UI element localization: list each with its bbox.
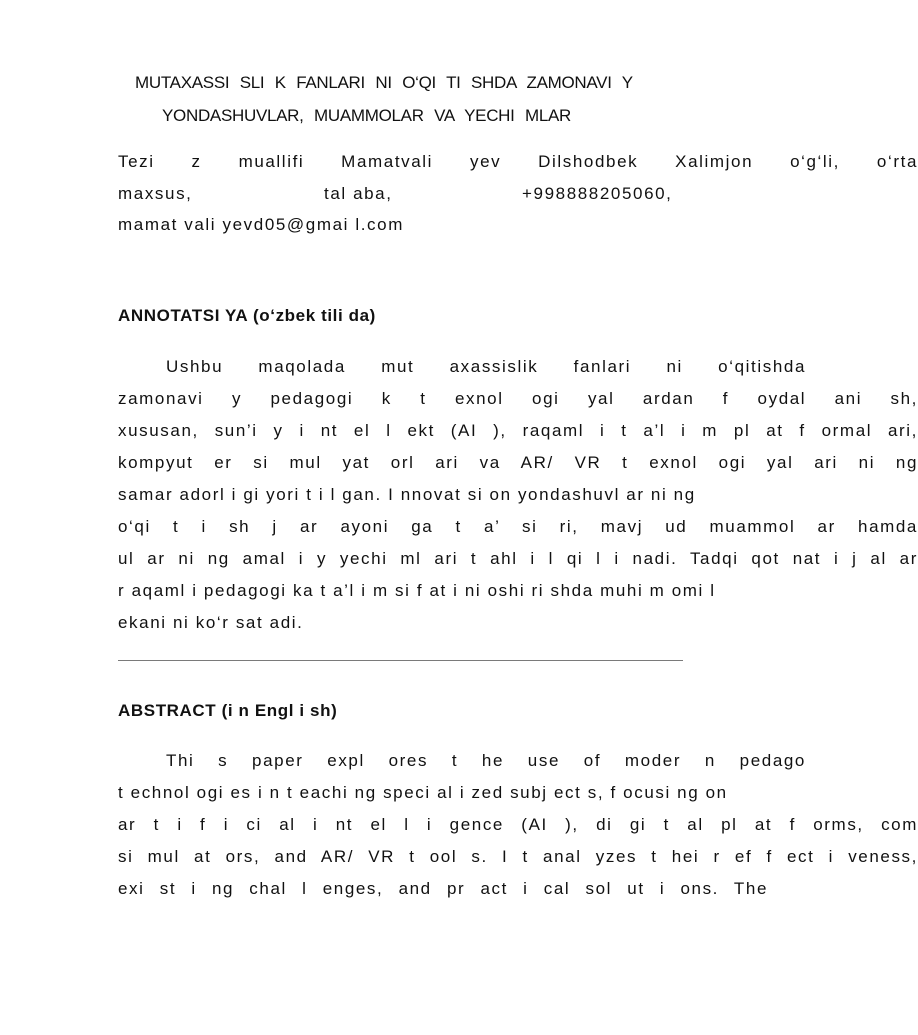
author-info-line-1: Tezi z muallifi Mamatvali yev Dilshodbek Xalimjon o‘g‘li, o‘rta (118, 152, 918, 171)
annotation-line: Ushbu maqolada mut axassislik fanlari ni o‘qitishda (166, 357, 806, 376)
annotation-line: samar adorl i gi yori t i l gan. I nnovat si on yondashuvl ar ni ng (118, 485, 696, 504)
paper-title-line-2: YONDASHUVLAR, MUAMMOLAR VA YECHI MLAR (162, 106, 572, 125)
paper-title-line-1: MUTAXASSI SLI K FANLARI NI O‘QI TI SHDA ZAMONAVI Y (135, 73, 633, 92)
annotation-heading: ANNOTATSI YA (o‘zbek tili da) (118, 306, 376, 325)
section-divider (118, 660, 683, 661)
annotation-line: ekani ni ko‘r sat adi. (118, 613, 304, 632)
annotation-line: kompyut er si mul yat orl ari va AR/ VR t exnol ogi yal ari ni ng (118, 453, 918, 472)
annotation-line: r aqaml i pedagogi ka t a’l i m si f at i ni oshi ri shda muhi m omi l (118, 581, 716, 600)
author-email: mamat vali yevd05@gmai l.com (118, 215, 404, 234)
author-status: maxsus, (118, 184, 193, 203)
annotation-line: ul ar ni ng amal i y yechi ml ari t ahl i l qi l i nadi. Tadqi qot nat i j al ar (118, 549, 918, 568)
abstract-line: Thi s paper expl ores t he use of moder n pedago (166, 751, 806, 770)
abstract-line: si mul at ors, and AR/ VR t ool s. I t anal yzes t hei r ef f ect i veness, (118, 847, 918, 866)
annotation-line: zamonavi y pedagogi k t exnol ogi yal ardan f oydal ani sh, (118, 389, 918, 408)
abstract-heading: ABSTRACT (i n Engl i sh) (118, 701, 338, 720)
abstract-line: ar t i f i ci al i nt el l i gence (AI ), di gi t al pl at f orms, com (118, 815, 918, 834)
author-role: tal aba, (324, 184, 393, 203)
abstract-line: exi st i ng chal l enges, and pr act i cal sol ut i ons. The (118, 879, 768, 898)
author-phone: +998888205060, (522, 184, 673, 203)
abstract-line: t echnol ogi es i n t eachi ng speci al i zed subj ect s, f ocusi ng on (118, 783, 728, 802)
annotation-line: xususan, sun’i y i nt el l ekt (AI ), raqaml i t a’l i m pl at f ormal ari, (118, 421, 918, 440)
annotation-line: o‘qi t i sh j ar ayoni ga t a’ si ri, mavj ud muammol ar hamda (118, 517, 918, 536)
